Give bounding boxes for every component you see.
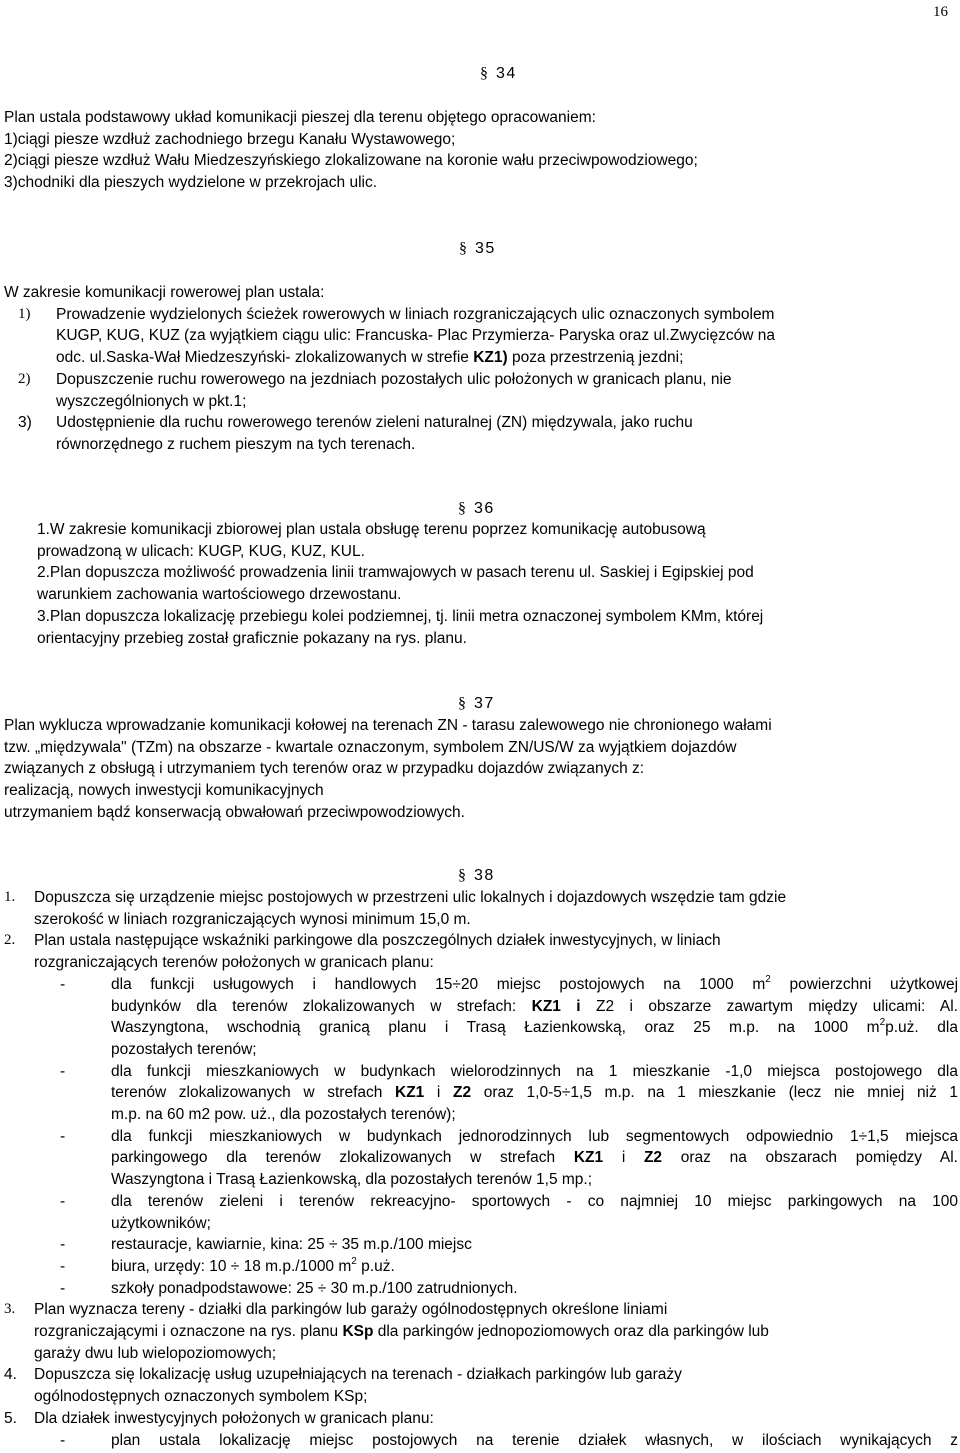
section-number: 34 bbox=[496, 65, 517, 82]
text-line: utrzymaniem bądź konserwacją obwałowań przeciwpowodziowych. bbox=[4, 803, 465, 821]
text-span: i bbox=[603, 1149, 644, 1167]
text-span: biura, urzędy: 10 ÷ 18 m.p./1000 m bbox=[111, 1257, 352, 1275]
text-span: i bbox=[424, 1084, 454, 1102]
superscript: 2 bbox=[351, 1255, 357, 1267]
list-item bbox=[4, 412, 949, 455]
dash-bullet: - bbox=[60, 1062, 66, 1080]
list-item bbox=[4, 1408, 958, 1451]
list-item bbox=[4, 369, 949, 412]
text-line: restauracje, kawiarnie, kina: 25 ÷ 35 m.p./100 miejsc bbox=[111, 1236, 472, 1254]
section-38-body bbox=[4, 887, 958, 1451]
text-line: 2.Plan dopuszcza możliwość prowadzenia linii tramwajowych w pasach terenu ul. Saskiej i Egipskiej pod bbox=[37, 564, 754, 582]
text-line bbox=[34, 1321, 958, 1343]
text-line: KUGP, KUG, KUZ (za wyjątkiem ciągu ulic: Francuska- Plac Przymierza- Paryska oraz ul.Zwycięzców na bbox=[56, 327, 775, 345]
text-line: pozostałych terenów; bbox=[111, 1040, 257, 1058]
section-35-body bbox=[4, 282, 949, 456]
text-line: Dopuszcza się urządzenie miejsc postojowych w przestrzeni ulic lokalnych i dojazdowych wszędzie tam gdzie bbox=[34, 889, 787, 906]
text-span: powierzchni użytkowej bbox=[770, 975, 959, 993]
text-line: warunkiem zachowania wartościowego drzewostanu. bbox=[37, 586, 402, 604]
bold-text: KSp bbox=[342, 1323, 374, 1341]
list-number: 5. bbox=[4, 1409, 17, 1427]
text-span: poza przestrzenią jezdni; bbox=[507, 349, 684, 367]
section-heading-35 bbox=[459, 238, 496, 260]
list-item bbox=[4, 887, 958, 930]
text-span: odc. ul.Saska-Wał Miedzeszyński- zlokalizowanych w strefie bbox=[56, 349, 474, 367]
text-line: użytkowników; bbox=[111, 1214, 211, 1232]
dash-bullet: - bbox=[60, 1257, 66, 1275]
text-span: parkingowego dla terenów zlokalizowanych w strefach bbox=[111, 1149, 574, 1167]
dash-bullet: - bbox=[60, 1279, 66, 1297]
text-span: oraz 1,0-5÷1,5 m.p. na 1 mieszkanie (lecz nie mniej niż 1 bbox=[471, 1084, 959, 1102]
text-line: Dopuszcza się lokalizację usług uzupełniających na terenach - działkach parkingów lub garaży bbox=[34, 1366, 682, 1384]
text-line: Plan ustala następujące wskaźniki parkingowe dla poszczególnych działek inwestycyjnych, w liniach bbox=[34, 932, 721, 950]
bullet-item bbox=[60, 1234, 958, 1256]
text-line: Plan wyklucza wprowadzanie komunikacji kołowej na terenach ZN - tarasu zalewowego nie chronionego wałami bbox=[4, 717, 772, 734]
text-line: ogólnodostępnych oznaczonych symbolem KSp; bbox=[34, 1388, 368, 1406]
text-span: Z2 i obszarze zawartym między ulicami: Al. bbox=[580, 997, 958, 1015]
text-line bbox=[111, 1256, 958, 1278]
section-35-intro: W zakresie komunikacji rowerowej plan ustala: bbox=[4, 284, 325, 301]
text-line bbox=[111, 1082, 958, 1104]
section-37-body bbox=[4, 715, 954, 824]
bullet-item bbox=[60, 1278, 958, 1300]
list-item bbox=[4, 304, 949, 369]
paragraph-sign: § bbox=[480, 65, 488, 82]
list-number: 3) bbox=[18, 414, 32, 432]
section-34-intro: Plan ustala podstawowy układ komunikacji pieszej dla terenu objętego opracowaniem: bbox=[4, 109, 596, 126]
bullet-item bbox=[60, 1126, 958, 1191]
paragraph-sign: § bbox=[458, 500, 466, 517]
bullet-item bbox=[60, 1256, 958, 1278]
paragraph-sign: § bbox=[459, 240, 467, 257]
section-heading-34 bbox=[480, 63, 517, 85]
list-number: 2) bbox=[18, 370, 31, 387]
section-number: 37 bbox=[474, 695, 495, 712]
superscript: 2 bbox=[765, 973, 771, 985]
list-number: 1. bbox=[4, 889, 16, 905]
text-line: Prowadzenie wydzielonych ścieżek rowerowych w liniach rozgraniczających ulic oznaczonych symbolem bbox=[56, 305, 775, 323]
text-line: Dla działek inwestycyjnych położonych w granicach planu: bbox=[34, 1409, 434, 1427]
list-number: 2. bbox=[4, 932, 16, 949]
text-span: terenów zlokalizowanych w strefach bbox=[111, 1084, 395, 1102]
text-span: budynków dla terenów zlokalizowanych w strefach: bbox=[111, 997, 532, 1015]
bullet-item bbox=[60, 1191, 958, 1234]
section-number: 36 bbox=[474, 500, 495, 517]
text-line: wyszczególnionych w pkt.1; bbox=[56, 392, 247, 410]
text-line: dla terenów zieleni i terenów rekreacyjno- sportowych - co najmniej 10 miejsc parkingowych na 100 bbox=[111, 1192, 958, 1210]
text-span: dla funkcji usługowych i handlowych 15÷20 miejsc postojowych na 1000 m bbox=[111, 975, 766, 993]
text-line: szerokość w liniach rozgraniczających wynosi minimum 15,0 m. bbox=[34, 910, 471, 928]
text-line bbox=[56, 347, 949, 369]
text-line: szkoły ponadpodstawowe: 25 ÷ 30 m.p./100 zatrudnionych. bbox=[111, 1279, 518, 1297]
text-line bbox=[111, 996, 958, 1018]
dash-bullet: - bbox=[60, 1192, 66, 1210]
list-item: 1)ciągi piesze wzdłuż zachodniego brzegu Kanału Wystawowego; bbox=[4, 130, 456, 148]
text-line: równorzędnego z ruchem pieszym na tych terenach. bbox=[56, 435, 416, 453]
text-line: realizacją, nowych inwestycji komunikacyjnych bbox=[4, 782, 324, 800]
text-line bbox=[111, 974, 958, 996]
text-span: oraz na obszarach pomiędzy Al. bbox=[662, 1149, 958, 1167]
dash-bullet: - bbox=[60, 975, 66, 993]
text-line: Waszyngtona i Trasą Łazienkowską, dla pozostałych terenów 1,5 mp.; bbox=[111, 1171, 593, 1189]
list-number: 3. bbox=[4, 1301, 16, 1318]
text-line: Udostępnienie dla ruchu rowerowego terenów zieleni naturalnej (ZN) międzywala, jako ruchu bbox=[56, 414, 693, 432]
text-line: m.p. na 60 m2 pow. uż., dla pozostałych terenów); bbox=[111, 1106, 456, 1124]
dash-bullet: - bbox=[60, 1431, 66, 1449]
dash-bullet: - bbox=[60, 1236, 66, 1254]
text-line: rozgraniczających terenów położonych w granicach planu: bbox=[34, 954, 434, 972]
section-number: 35 bbox=[475, 240, 496, 257]
text-line: związanych z obsługą i utrzymaniem tych terenów oraz w przypadku dojazdów związanych z: bbox=[4, 760, 645, 778]
text-line: tzw. „międzywala" (TZm) na obszarze - kwartale oznaczonym, symbolem ZN/US/W za wyjątkiem dojazdów bbox=[4, 738, 737, 756]
section-number: 38 bbox=[474, 867, 495, 884]
list-item bbox=[4, 930, 958, 1299]
text-span: Waszyngtona, wschodnią granicą planu i Trasą Łazienkowską, oraz 25 m.p. na 1000 m bbox=[111, 1019, 880, 1037]
bold-text: KZ1 bbox=[395, 1084, 425, 1102]
bullet-item bbox=[60, 1061, 958, 1126]
text-line: orientacyjny przebieg został graficznie pokazany na rys. planu. bbox=[37, 629, 467, 647]
section-36-body bbox=[37, 519, 952, 649]
list-number: 4. bbox=[4, 1366, 17, 1384]
text-span: dla parkingów jednopoziomowych oraz dla parkingów lub bbox=[373, 1323, 769, 1341]
section-heading-37 bbox=[458, 693, 495, 715]
text-line bbox=[111, 1147, 958, 1169]
text-line: 3.Plan dopuszcza lokalizację przebiegu kolei podziemnej, tj. linii metra oznaczonej symbolem KMm, której bbox=[37, 607, 764, 625]
text-line: Dopuszczenie ruchu rowerowego na jezdniach pozostałych ulic położonych w granicach planu, nie bbox=[56, 370, 732, 388]
bullet-item bbox=[60, 974, 958, 1061]
text-line: Plan wyznacza tereny - działki dla parkingów lub garaży ogólnodostępnych określone liniami bbox=[34, 1301, 668, 1319]
list-number: 1) bbox=[18, 305, 31, 322]
list-item bbox=[4, 1364, 958, 1407]
text-line bbox=[111, 1017, 958, 1039]
page-number: 16 bbox=[933, 4, 948, 20]
list-item: 2)ciągi piesze wzdłuż Wału Miedzeszyńskiego zlokalizowane na koronie wału przeciwpowodziowego; bbox=[4, 152, 698, 170]
text-line: garaży dwu lub wielopoziomowych; bbox=[34, 1344, 277, 1362]
text-span: p.uż. bbox=[356, 1257, 395, 1275]
paragraph-sign: § bbox=[458, 867, 466, 884]
section-heading-38 bbox=[458, 865, 495, 887]
section-heading-36 bbox=[458, 498, 495, 520]
text-line: prowadzoną w ulicach: KUGP, KUG, KUZ, KUL. bbox=[37, 542, 365, 560]
dash-bullet: - bbox=[60, 1127, 66, 1145]
bold-text: KZ1) bbox=[473, 349, 508, 367]
section-34-body bbox=[4, 107, 944, 194]
text-span: p.uż. dla bbox=[885, 1019, 958, 1037]
text-line: dla funkcji mieszkaniowych w budynkach wielorodzinnych na 1 mieszkanie -1,0 miejsca postojowego dla bbox=[111, 1062, 958, 1080]
bold-text: KZ1 i bbox=[531, 997, 581, 1015]
text-line: plan ustala lokalizację miejsc postojowych na terenie działek własnych, w ilościach wynikających z bbox=[111, 1431, 958, 1449]
text-line: dla funkcji mieszkaniowych w budynkach jednorodzinnych lub segmentowych odpowiednio 1÷1,5 miejsca bbox=[111, 1127, 958, 1145]
bullet-item bbox=[60, 1430, 958, 1452]
text-line: 1.W zakresie komunikacji zbiorowej plan ustala obsługę terenu poprzez komunikację autobusową bbox=[37, 521, 706, 538]
bold-text: KZ1 bbox=[573, 1149, 604, 1167]
paragraph-sign: § bbox=[458, 695, 466, 712]
list-item: 3)chodniki dla pieszych wydzielone w przekrojach ulic. bbox=[4, 174, 378, 192]
list-item bbox=[4, 1299, 958, 1364]
bold-text: Z2 bbox=[643, 1149, 663, 1167]
text-span: rozgraniczającymi i oznaczone na rys. planu bbox=[34, 1323, 343, 1341]
bold-text: Z2 bbox=[453, 1084, 472, 1102]
superscript: 2 bbox=[879, 1017, 886, 1029]
